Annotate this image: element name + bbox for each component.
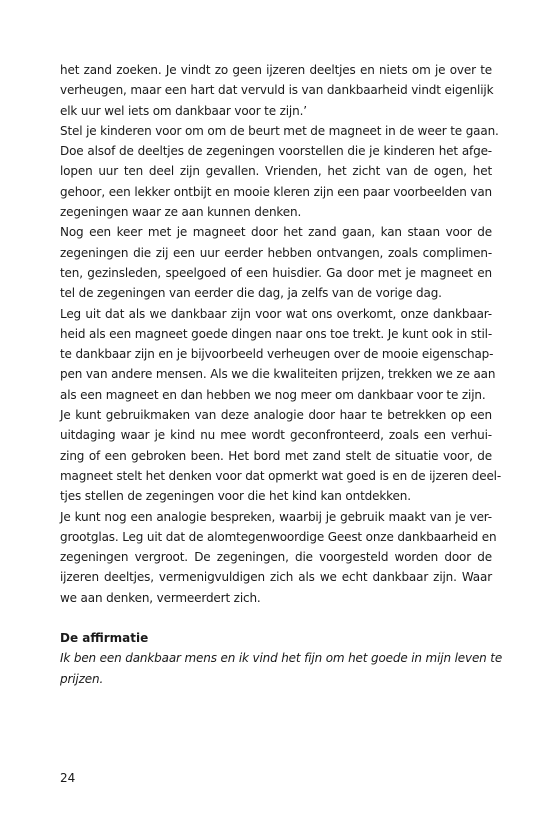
text-line: zing of een gebroken been. Het bord met zand stelt de situatie voor, de — [60, 448, 492, 463]
page-number: 24 — [60, 771, 76, 785]
text-line: het zand zoeken. Je vindt zo geen ijzeren deeltjes en niets om je over te — [60, 63, 492, 77]
paragraph — [60, 121, 499, 222]
text-line: Je kunt gebruikmaken van deze analogie door haar te betrekken op een — [60, 408, 492, 423]
text-line: pen van andere mensen. Als we die kwaliteiten prijzen, trekken we ze aan — [60, 367, 496, 382]
text-line: ijzeren deeltjes, vermenigvuldigen zich als we echt dankbaar zijn. Waar — [60, 570, 492, 585]
text-line: magneet stelt het denken voor dat opmerkt wat goed is en de ijzeren deel- — [60, 468, 502, 483]
paragraph — [60, 60, 492, 121]
body-text — [60, 60, 502, 608]
text-line: we aan denken, vermeerdert zich. — [60, 590, 261, 605]
affirmation-line: Ik ben een dankbaar mens en ik vind het fijn om het goede in mijn leven te — [60, 651, 503, 666]
text-line: als een magneet en dan hebben we nog meer om dankbaar voor te zijn. — [60, 387, 486, 402]
text-line: Leg uit dat als we dankbaar zijn voor wat ons overkomt, onze dankbaar- — [60, 306, 492, 321]
text-line: uitdaging waar je kind nu mee wordt geconfronteerd, zoals een verhui- — [60, 428, 492, 443]
text-line: grootglas. Leg uit dat de alomtegenwoordige Geest onze dankbaarheid en — [60, 529, 497, 544]
text-line: Nog een keer met je magneet door het zand gaan, kan staan voor de — [60, 225, 492, 240]
paragraph — [60, 507, 497, 608]
text-line: tel de zegeningen van eerder die dag, ja zelfs van de vorige dag. — [60, 286, 442, 301]
text-line: zegeningen die zij een uur eerder hebben ontvangen, zoals complimen- — [60, 245, 492, 260]
section-heading: De affirmatie — [60, 631, 149, 646]
text-line: elk uur wel iets om dankbaar voor te zijn.’ — [60, 103, 307, 118]
paragraph — [60, 304, 496, 405]
affirmation-text — [60, 648, 503, 689]
text-line: tjes stellen de zegeningen voor die het kind kan ontdekken. — [60, 489, 411, 504]
paragraph — [60, 222, 492, 303]
text-line: te dankbaar zijn en je bijvoorbeeld verheugen over de mooie eigenschap- — [60, 347, 494, 362]
text-line: lopen uur ten deel zijn gevallen. Vrienden, het zicht van de ogen, het — [60, 164, 492, 179]
text-line: zegeningen vergroot. De zegeningen, die voorgesteld worden door de — [60, 550, 492, 565]
text-line: zegeningen waar ze aan kunnen denken. — [60, 205, 302, 220]
text-line: Doe alsof de deeltjes de zegeningen voorstellen die je kinderen het afge- — [60, 144, 492, 159]
paragraph — [60, 405, 502, 506]
text-line: verheugen, maar een hart dat vervuld is van dankbaarheid vindt eigenlijk — [60, 83, 494, 98]
text-line: Stel je kinderen voor om om de beurt met de magneet in de weer te gaan. — [60, 123, 499, 138]
text-line: gehoor, een lekker ontbijt en mooie kleren zijn een paar voorbeelden van — [60, 184, 492, 199]
affirmation-line: prijzen. — [60, 671, 104, 686]
text-line: Je kunt nog een analogie bespreken, waarbij je gebruik maakt van je ver- — [60, 509, 492, 524]
text-line: ten, gezinsleden, speelgoed of een huisdier. Ga door met je magneet en — [60, 265, 492, 280]
text-line: heid als een magneet goede dingen naar ons toe trekt. Je kunt ook in stil- — [60, 326, 492, 341]
page-body — [60, 60, 503, 689]
